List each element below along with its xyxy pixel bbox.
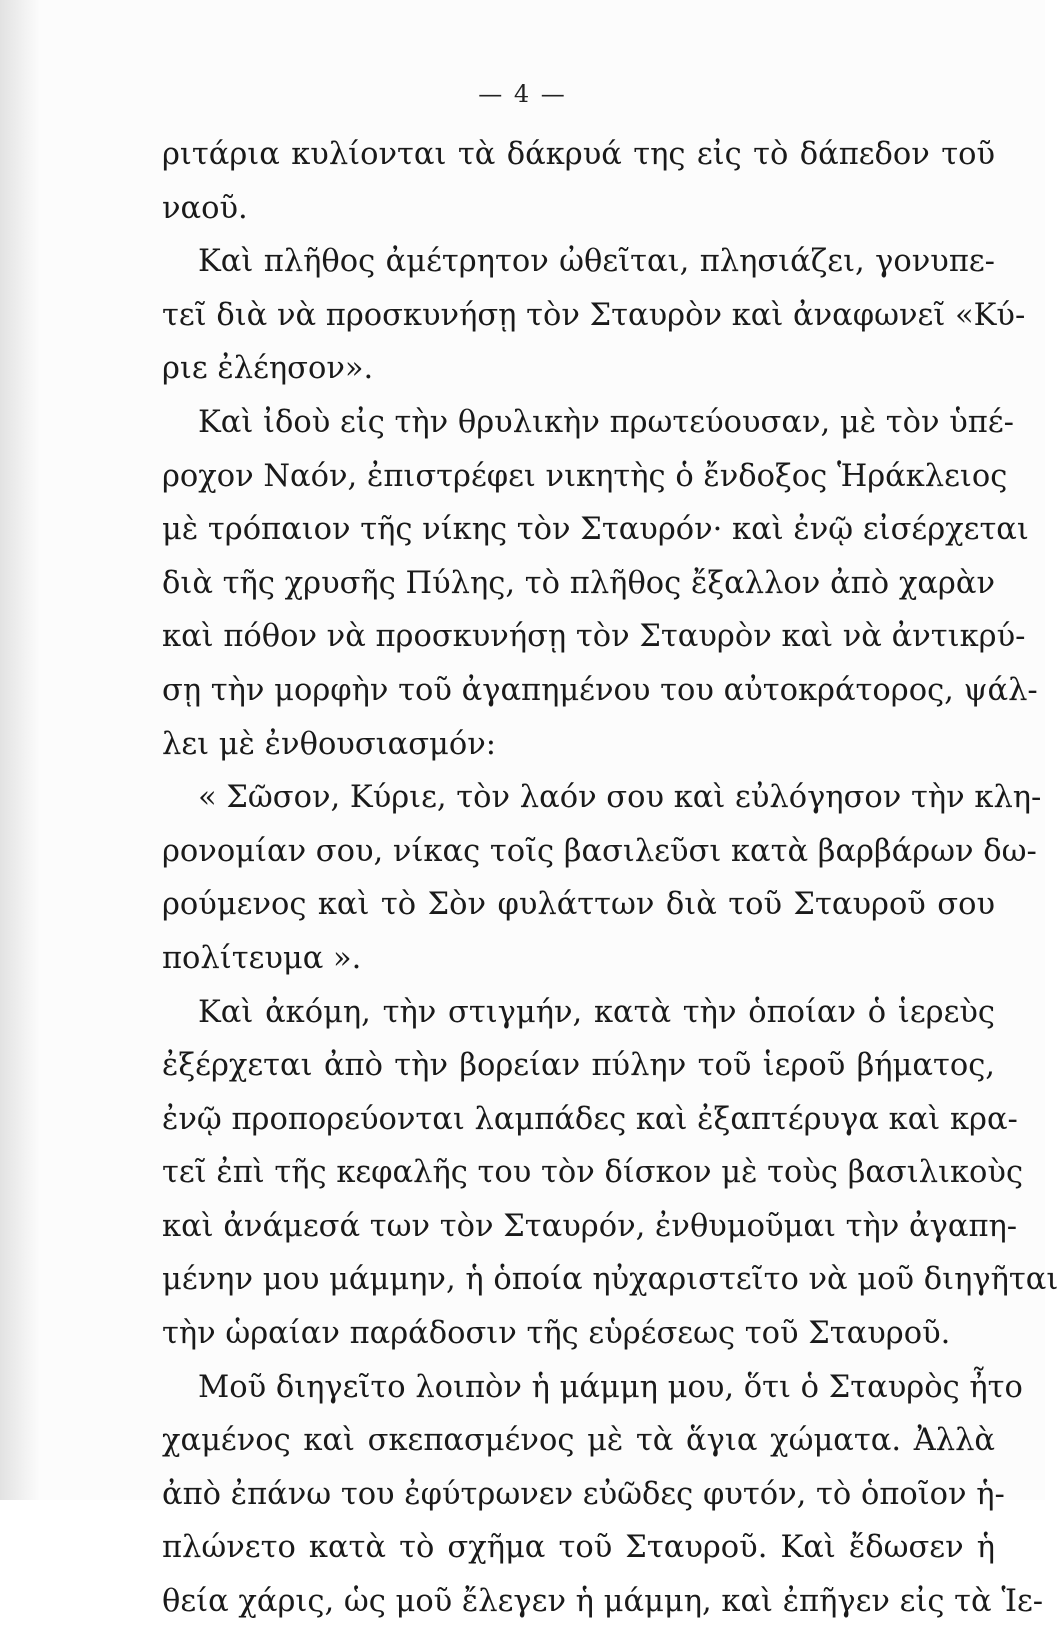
text-line: Καὶ ἀκόμη, τὴν στιγμήν, κατὰ τὴν ὁποίαν ὁ ἱερεὺς [198, 994, 995, 1030]
text-line: μένην μου μάμμην, ἡ ὁποία ηὐχαριστεῖτο νὰ μοῦ διηγῆται [162, 1262, 1058, 1298]
text-line: « Σῶσον, Κύριε, τὸν λαόν σου καὶ εὐλόγησον τὴν κλη- [198, 780, 1042, 816]
text-line: τεῖ ἐπὶ τῆς κεφαλῆς του τὸν δίσκον μὲ τοὺς βασιλικοὺς [162, 1155, 1024, 1191]
text-line: χαμένος καὶ σκεπασμένος μὲ τὰ ἅγια χώματα. Ἀλλὰ [162, 1423, 995, 1459]
body-text [162, 128, 1058, 1629]
text-line: τὴν ὡραίαν παράδοσιν τῆς εὑρέσεως τοῦ Σταυροῦ. [162, 1316, 951, 1352]
text-line: ἐξέρχεται ἀπὸ τὴν βορείαν πύλην τοῦ ἱεροῦ βήματος, [162, 1048, 995, 1084]
text-line: ριε ἐλέησον». [162, 351, 374, 387]
text-line: λει μὲ ἐνθουσιασμόν: [162, 726, 497, 762]
text-line: πολίτευμα ». [162, 940, 362, 976]
text-line: μὲ τρόπαιον τῆς νίκης τὸν Σταυρόν· καὶ ἐνῷ εἰσέρχεται [162, 512, 1029, 548]
scan-edge-shadow [0, 0, 40, 1500]
text-line: ριτάρια κυλίονται τὰ δάκρυά της εἰς τὸ δάπεδον τοῦ [162, 137, 995, 172]
text-line: ναοῦ. [162, 190, 248, 226]
text-line: πλώνετο κατὰ τὸ σχῆμα τοῦ Σταυροῦ. Καὶ ἔδωσεν ἡ [162, 1530, 995, 1566]
text-line: ρονομίαν σου, νίκας τοῖς βασιλεῦσι κατὰ βαρβάρων δω- [162, 833, 1037, 869]
text-line: θεία χάρις, ὡς μοῦ ἔλεγεν ἡ μάμμη, καὶ ἐπῆγεν εἰς τὰ Ἱε- [162, 1584, 1044, 1620]
text-line: διὰ τῆς χρυσῆς Πύλης, τὸ πλῆθος ἔξαλλον ἀπὸ χαρὰν [162, 565, 995, 601]
text-line: Μοῦ διηγεῖτο λοιπὸν ἡ μάμμη μου, ὅτι ὁ Σταυρὸς ἦτο [198, 1369, 1023, 1405]
text-line: καὶ πόθον νὰ προσκυνήσῃ τὸν Σταυρὸν καὶ νὰ ἀντικρύ- [162, 619, 1026, 655]
text-line: τεῖ διὰ νὰ προσκυνήσῃ τὸν Σταυρὸν καὶ ἀναφωνεῖ «Κύ- [162, 297, 1026, 333]
text-line: Καὶ ἰδοὺ εἰς τὴν θρυλικὴν πρωτεύουσαν, μὲ τὸν ὑπέ- [198, 404, 1014, 440]
text-line: ροχον Ναόν, ἐπιστρέφει νικητὴς ὁ ἔνδοξος Ἡράκλειος [162, 458, 1008, 494]
text-line: ρούμενος καὶ τὸ Σὸν φυλάττων διὰ τοῦ Σταυροῦ σου [162, 887, 995, 923]
text-line: Καὶ πλῆθος ἀμέτρητον ὠθεῖται, πλησιάζει, γονυπε- [198, 244, 995, 280]
page-number: — 4 — [478, 80, 567, 108]
text-line: σῃ τὴν μορφὴν τοῦ ἀγαπημένου του αὐτοκράτορος, ψάλ- [162, 672, 1038, 708]
text-line: ἀπὸ ἐπάνω του ἐφύτρωνεν εὐῶδες φυτόν, τὸ ὁποῖον ἡ- [162, 1476, 1005, 1512]
text-line: ἐνῷ προπορεύονται λαμπάδες καὶ ἐξαπτέρυγα καὶ κρα- [162, 1101, 1018, 1137]
text-line: καὶ ἀνάμεσά των τὸν Σταυρόν, ἐνθυμοῦμαι τὴν ἀγαπη- [162, 1208, 1018, 1244]
